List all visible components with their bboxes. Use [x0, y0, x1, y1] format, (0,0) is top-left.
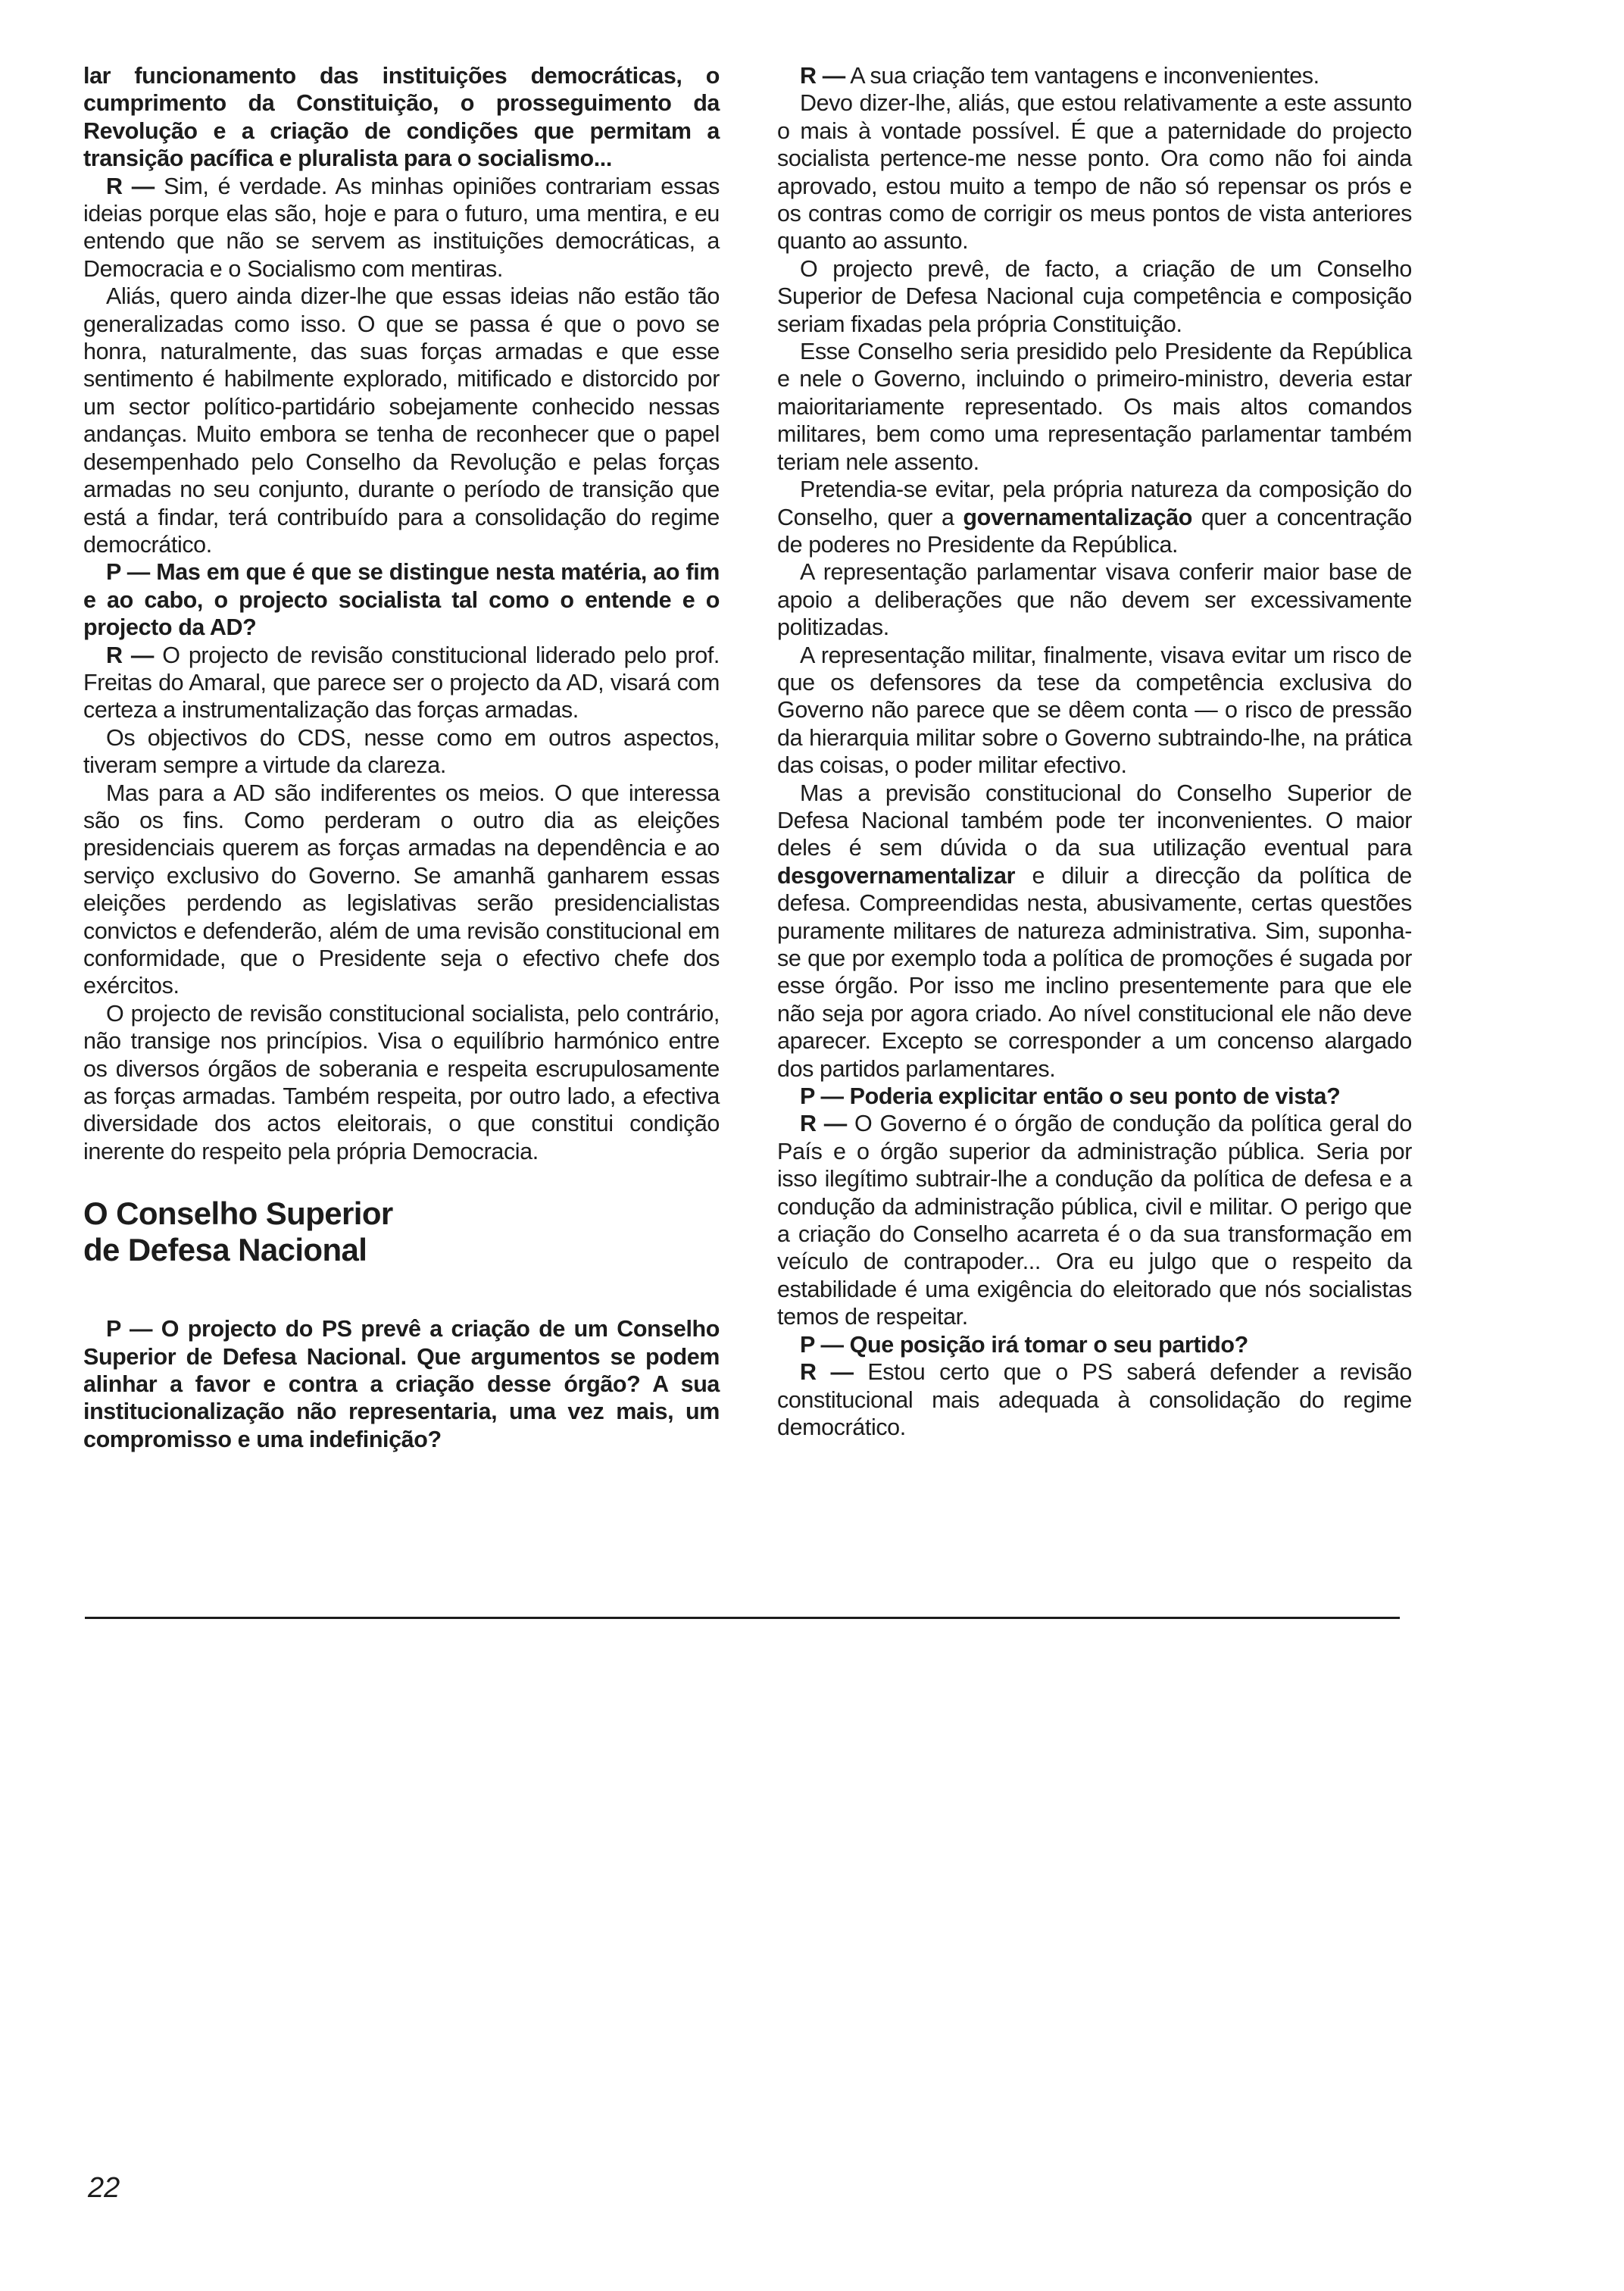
answer-text: Sim, é verdade. As minhas opiniões contrariam essas ideias porque elas são, hoje e para o futuro, uma mentira, e eu entendo que não se servem as instituições democráticas, a Democracia e o Socialismo com mentiras. — [83, 173, 720, 282]
answer-label: R — — [106, 642, 154, 668]
body-paragraph — [777, 476, 1412, 558]
bold-term: governamentalização — [963, 504, 1193, 530]
answer-label: R — — [800, 1359, 854, 1386]
body-paragraph: Aliás, quero ainda dizer-lhe que essas ideias não estão tão generalizadas como isso. O que se passa é que o povo se honra, naturalmente, das suas forças armadas e que esse sentimento é habilmente explorado, mitificado e distorcido por um sector político-partidário sobejamente conhecido nessas andanças. Muito embora se tenha de reconhecer que o papel desempenhado pelo Conselho da Revolução e pelas forças armadas no seu conjunto, durante o período de transição que está a findar, terá contribuído para a consolidação do regime democrático. — [83, 283, 720, 558]
answer-text: A sua criação tem vantagens e inconvenientes. — [845, 63, 1320, 89]
text-run: Mas a previsão constitucional do Conselho Superior de Defesa Nacional também pode ter inconvenientes. O maior deles é sem dúvida o da sua utilização eventual para — [777, 780, 1412, 861]
question-paragraph: P — O projecto do PS prevê a criação de um Conselho Superior de Defesa Nacional. Que argumentos se podem alinhar a favor e contra a criação desse órgão? A sua institucionalização não representaria, uma vez mais, um compromisso e uma indefinição? — [83, 1316, 720, 1452]
section-heading-line: de Defesa Nacional — [83, 1232, 367, 1268]
body-paragraph: A representação militar, finalmente, visava evitar um risco de que os defensores da tese da competência exclusiva do Governo não parece que se dêem conta — o risco de pressão da hierarquia militar sobre o Governo subtraindo-lhe, na prática das coisas, o poder militar efectivo. — [777, 642, 1412, 779]
bold-term: desgovernamentalizar — [777, 862, 1016, 889]
section-heading — [83, 1196, 720, 1268]
horizontal-rule — [85, 1617, 1400, 1619]
answer-paragraph — [777, 1358, 1412, 1441]
question-continuation: lar funcionamento das instituições democráticas, o cumprimento da Constituição, o prosseguimento da Revolução e a criação de condições que permitam a transição pacífica e pluralista para o socialismo... — [83, 63, 720, 172]
section-heading-line: O Conselho Superior — [83, 1196, 393, 1232]
answer-label: R — — [800, 63, 845, 89]
question-paragraph: P — Que posição irá tomar o seu partido? — [800, 1331, 1248, 1358]
body-paragraph: Esse Conselho seria presidido pelo Presidente da República e nele o Governo, incluindo o primeiro-ministro, deveria estar maioritariamente representado. Os mais altos comandos militares, bem como uma representação parlamentar também teriam nele assento. — [777, 339, 1412, 475]
page-number: 22 — [88, 2172, 120, 2204]
answer-paragraph — [777, 62, 1412, 89]
body-paragraph: Os objectivos do CDS, nesse como em outros aspectos, tiveram sempre a virtude da clareza. — [83, 724, 720, 779]
body-paragraph: Devo dizer-lhe, aliás, que estou relativamente a este assunto o mais à vontade possível. É que a paternidade do projecto socialista pertence-me nesse ponto. Ora como não foi ainda aprovado, estou muito a tempo de não só repensar os prós e os contras como de corrigir os meus pontos de vista anteriores quanto ao assunto. — [777, 90, 1412, 255]
text-run: e diluir a direcção da política de defesa. Compreendidas nesta, abusivamente, certas questões puramente militares de natureza administrativa. Sim, suponha-se que por exemplo toda a política de promoções é sugada por esse órgão. Por isso me inclino presentemente para que ele não seja por agora criado. Ao nível constitucional ele não deve aparecer. Excepto se corresponder a um concenso alargado dos partidos parlamentares. — [777, 862, 1412, 1082]
answer-paragraph — [83, 642, 720, 724]
answer-text: O projecto de revisão constitucional liderado pelo prof. Freitas do Amaral, que parece ser o projecto da AD, visará com certeza a instrumentalização das forças armadas. — [83, 642, 720, 724]
text-run: Pretendia-se evitar, pela própria natureza da composição do Conselho, quer a — [777, 477, 1412, 530]
body-paragraph: A representação parlamentar visava conferir maior base de apoio a deliberações que não devem ser excessivamente politizadas. — [777, 559, 1412, 641]
body-paragraph: O projecto de revisão constitucional socialista, pelo contrário, não transige nos princípios. Visa o equilíbrio harmónico entre os diversos órgãos de soberania e respeita escrupulosamente as forças armadas. Também respeita, por outro lado, a efectiva diversidade dos actos eleitorais, o que constitui condição inerente do respeito pela própria Democracia. — [83, 1000, 720, 1164]
answer-paragraph — [777, 1110, 1412, 1330]
answer-paragraph — [83, 173, 720, 283]
body-paragraph — [777, 780, 1412, 1083]
body-paragraph: Mas para a AD são indiferentes os meios. O que interessa são os fins. Como perderam o outro dia as eleições presidenciais querem as forças armadas na dependência e ao serviço exclusivo do Governo. Se amanhã ganharem essas eleições perdendo as legislativas serão presidencialistas convictos e defenderão, além de uma revisão constitucional em conformidade, que o Presidente seja o efectivo chefe dos exércitos. — [83, 780, 720, 999]
answer-text: Estou certo que o PS saberá defender a revisão constitucional mais adequada à consolidação do regime democrático. — [777, 1359, 1412, 1440]
question-paragraph: P — Poderia explicitar então o seu ponto de vista? — [800, 1083, 1341, 1110]
body-paragraph: O projecto prevê, de facto, a criação de um Conselho Superior de Defesa Nacional cuja competência e composição seriam fixadas pela própria Constituição. — [777, 255, 1412, 337]
question-paragraph: P — Mas em que é que se distingue nesta matéria, ao fim e ao cabo, o projecto socialista tal como o entende e o projecto da AD? — [83, 559, 720, 641]
right-column — [777, 62, 1412, 1441]
left-column — [83, 62, 720, 1453]
text-run: quer a concentração de poderes no Presidente da República. — [777, 504, 1412, 558]
answer-label: R — — [106, 173, 155, 199]
answer-label: R — — [800, 1111, 847, 1137]
answer-text: O Governo é o órgão de condução da política geral do País e o órgão superior da administração pública. Seria por isso ilegítimo subtrair-lhe a condução da política de defesa e a condução da administração pública, civil e militar. O perigo que a criação do Conselho acarreta é o da sua transformação em veículo de contrapoder... Ora eu julgo que o respeito da estabilidade é uma exigência do eleitorado que nós socialistas temos de respeitar. — [777, 1111, 1412, 1330]
